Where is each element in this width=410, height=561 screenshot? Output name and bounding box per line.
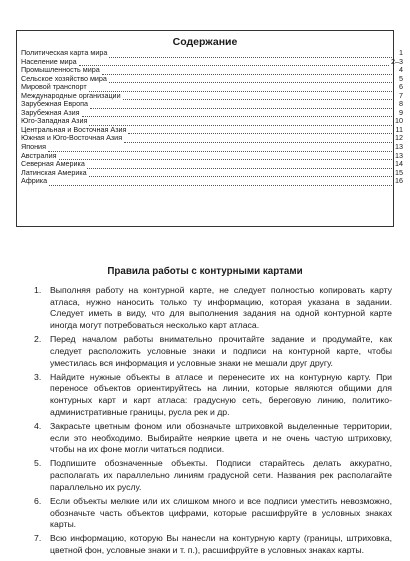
rule-number: 6. <box>34 495 42 506</box>
toc-item-leader <box>90 102 392 109</box>
rule-item <box>32 372 392 419</box>
toc-item-label: Зарубежная Азия <box>21 107 80 117</box>
toc-item-label: Промышленность мира <box>21 65 100 75</box>
toc-item-page: 2–3 <box>391 56 403 66</box>
toc-item-leader <box>89 85 392 92</box>
rule-item <box>32 496 392 531</box>
toc-item-label: Япония <box>21 142 46 152</box>
toc-item-leader <box>59 153 392 160</box>
toc-item-leader <box>128 127 392 134</box>
rule-item <box>32 458 392 493</box>
toc-item-label: Политическая карта мира <box>21 48 108 57</box>
toc-item-label: Африка <box>21 176 48 186</box>
toc-item-leader <box>102 68 392 75</box>
toc-item-page: 1 <box>399 48 403 57</box>
toc-item-page: 13 <box>395 142 403 152</box>
toc-item-label: Латинская Америка <box>21 167 87 177</box>
toc-title: Содержание <box>172 36 238 48</box>
rule-text: Найдите нужные объекты в атласе и перенесите их на контурную карту. При переносе объектов ориентируйтесь на линии, которые являются общими для контурных карт и карт атласа: градусную сеть, береговую линию, политико-административные границы, русла рек и др. <box>50 371 392 417</box>
toc-item-label: Международные организации <box>21 90 121 100</box>
toc-item-page: 7 <box>399 90 403 100</box>
toc-item <box>21 177 403 186</box>
toc-item-page: 6 <box>399 82 403 92</box>
toc-item <box>21 169 403 178</box>
toc-item-leader <box>89 170 392 177</box>
toc-item-page: 15 <box>395 167 403 177</box>
toc-item <box>21 49 403 58</box>
rule-text: Подпишите обозначенные объекты. Подписи старайтесь делать аккуратно, располагать их параллельно линиям градусной сети. Названия рек располагайте параллельно их руслу. <box>50 458 392 492</box>
toc-item-page: 12 <box>395 133 403 143</box>
rules-list <box>32 285 392 559</box>
toc-item-label: Сельское хозяйство мира <box>21 73 107 83</box>
rule-item <box>32 334 392 369</box>
toc-item-label: Северная Америка <box>21 159 85 169</box>
rule-text: Выполняя работу на контурной карте, не следует полностью копировать карту атласа, нужно наносить только ту информацию, которая указана в задании. Следует иметь в виду, что для выполнения задания на одной контурной карте иногда могут потребоваться несколько карт атласа. <box>50 285 392 331</box>
toc-item <box>21 134 403 143</box>
rule-text: Закрасьте цветным фоном или обозначьте штриховкой выделенные территории, если это необходимо. Выбирайте неяркие цвета и не очень частую штриховку, чтобы на их фоне могли читаться подписи. <box>50 420 392 455</box>
toc-item-page: 14 <box>395 159 403 169</box>
toc-item-page: 9 <box>399 107 403 117</box>
toc-item-page: 11 <box>395 124 403 134</box>
rule-text: Всю информацию, которую Вы нанесли на контурную карту (границы, штриховка, цветной фон, условные знаки и т. п.), расшифруйте в условных знаках карты. <box>50 533 392 556</box>
rule-number: 5. <box>34 458 42 469</box>
toc-item-leader <box>79 59 389 66</box>
rule-item <box>32 421 392 456</box>
toc-item-leader <box>109 51 392 58</box>
toc-item-label: Центральная и Восточная Азия <box>21 124 127 134</box>
rule-number: 7. <box>34 533 42 544</box>
rule-number: 4. <box>34 420 42 431</box>
rule-number: 2. <box>34 334 42 345</box>
toc-item <box>21 143 403 152</box>
toc-item-leader <box>124 136 392 143</box>
toc-item-page: 13 <box>395 150 403 160</box>
toc-item-page: 4 <box>399 65 403 75</box>
toc-item-label: Южная и Юго-Восточная Азия <box>21 133 123 143</box>
toc-item-leader <box>49 179 392 186</box>
toc-item-label: Зарубежная Европа <box>21 99 89 109</box>
toc-item-page: 16 <box>395 176 403 186</box>
rule-item <box>32 533 392 556</box>
rule-text: Перед началом работы внимательно прочитайте задание и продумайте, как следует расположить условные знаки и подписи на контурной карте, чтобы уместилась вся информация и условные знаки не мешали друг другу. <box>50 334 392 368</box>
toc-item-label: Мировой транспорт <box>21 82 87 92</box>
toc-item-page: 5 <box>399 73 403 83</box>
rule-number: 1. <box>34 285 42 295</box>
toc-item-label: Население мира <box>21 56 77 66</box>
toc-item-leader <box>82 110 392 117</box>
toc-item-page: 8 <box>399 99 403 109</box>
toc-item-label: Австралия <box>21 150 57 160</box>
rule-number: 3. <box>34 371 42 382</box>
toc-item-leader <box>48 145 392 152</box>
toc-item-leader <box>87 162 392 169</box>
toc-item-leader <box>123 93 392 100</box>
toc-item-page: 10 <box>395 116 403 126</box>
toc-item-leader <box>109 76 392 83</box>
toc-list <box>21 49 403 186</box>
toc-item-label: Юго-Западная Азия <box>21 116 88 126</box>
rules-title: Правила работы с контурными картами <box>107 266 303 277</box>
rule-text: Если объекты мелкие или их слишком много и все подписи уместить невозможно, обозначьте часть объектов цифрами, которые расшифруйте в условных знаках карты. <box>50 495 392 530</box>
rule-item <box>32 285 392 332</box>
toc-item-leader <box>89 119 392 126</box>
